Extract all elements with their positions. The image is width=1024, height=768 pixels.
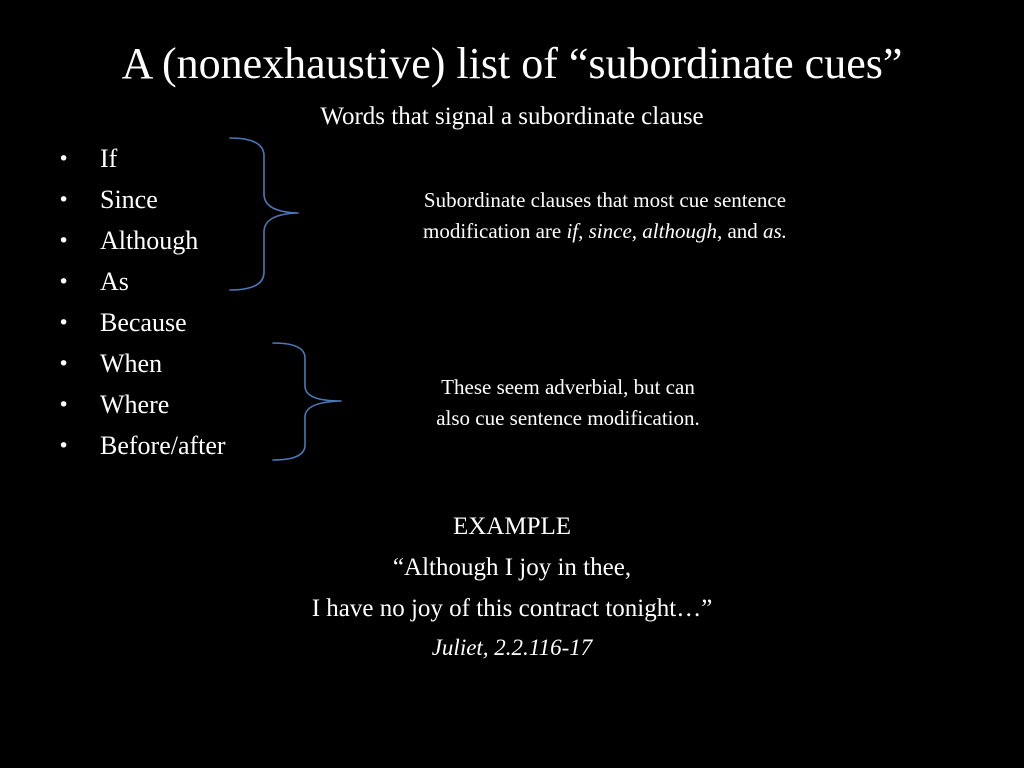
cue-item-because [58, 306, 226, 347]
cue-label: Where [100, 390, 170, 419]
cue-item-although [58, 224, 226, 265]
cue-label: When [100, 349, 163, 378]
cue-label: Because [100, 308, 187, 337]
example-quote-line-2: I have no joy of this contract tonight…” [311, 595, 713, 622]
cue-label: Before/after [100, 431, 226, 460]
cue-list [58, 142, 226, 470]
cue-item-where [58, 388, 226, 429]
example-quote-line-1: “Although I joy in thee, [392, 554, 632, 581]
note-group-1 [330, 185, 880, 247]
bullet-icon: • [58, 394, 70, 416]
note-2-line-2: also cue sentence modification. [436, 406, 700, 430]
note-1-line-1: Subordinate clauses that most cue sentence [423, 188, 787, 212]
example-heading: EXAMPLE [452, 513, 572, 540]
note-1-italic-last: as. [763, 219, 787, 243]
cue-label: Since [100, 185, 158, 214]
bullet-icon: • [58, 148, 70, 170]
note-1-line-2 [330, 216, 880, 247]
cue-label: As [100, 267, 129, 296]
bullet-icon: • [58, 230, 70, 252]
bullet-icon: • [58, 271, 70, 293]
bullet-icon: • [58, 189, 70, 211]
note-1-connector: and [722, 219, 764, 243]
cue-item-if [58, 142, 226, 183]
bullet-icon: • [58, 312, 70, 334]
note-1-line-2-prefix: modification are [423, 219, 567, 243]
cue-label: If [100, 144, 118, 173]
cue-item-since [58, 183, 226, 224]
cue-label: Although [100, 226, 199, 255]
bullet-icon: • [58, 353, 70, 375]
cue-item-as [58, 265, 226, 306]
note-group-2 [368, 372, 768, 434]
slide-subtitle: Words that signal a subordinate clause [320, 103, 704, 130]
note-1-italic-words: if, since, although, [566, 219, 723, 243]
brace-group-1-icon [228, 136, 300, 292]
example-citation: Juliet, 2.2.116-17 [431, 635, 593, 660]
cue-item-when [58, 347, 226, 388]
note-2-line-1: These seem adverbial, but can [441, 375, 695, 399]
brace-group-2-icon [271, 341, 343, 463]
slide-title: A (nonexhaustive) list of “subordinate cues” [121, 39, 903, 88]
bullet-icon: • [58, 435, 70, 457]
cue-item-before-after [58, 429, 226, 470]
